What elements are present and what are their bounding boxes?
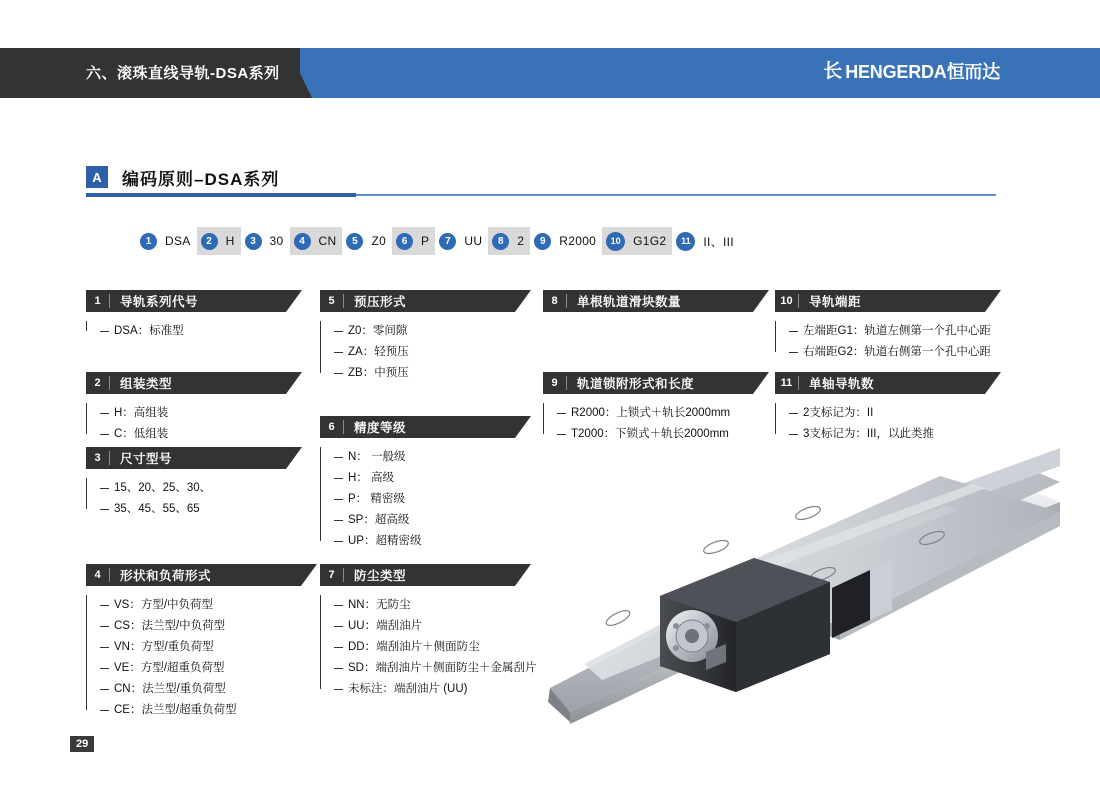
group-block-6	[320, 416, 515, 552]
group-header	[543, 372, 753, 394]
group-block-8	[543, 290, 753, 312]
section-badge: A	[86, 166, 108, 188]
group-header	[775, 372, 985, 394]
group-items	[320, 321, 515, 384]
group-header	[320, 290, 515, 312]
group-block-9	[543, 372, 753, 445]
group-item: VE：方型/超重负荷型	[100, 658, 301, 679]
code-value: Z0	[371, 234, 387, 248]
group-item: T2000：下锁式＋轨长2000mm	[557, 424, 753, 445]
group-items	[543, 403, 753, 445]
code-segment	[435, 227, 488, 255]
group-title: 尺寸型号	[120, 452, 173, 466]
code-value: CN	[318, 234, 337, 248]
part-number-bar	[136, 227, 740, 255]
code-segment	[392, 227, 435, 255]
group-items	[320, 595, 537, 700]
section-rule-secondary	[356, 194, 996, 196]
group-item: 左端距G1：轨道左侧第一个孔中心距	[789, 321, 985, 342]
group-item: ZA：轻预压	[334, 342, 515, 363]
code-index-badge: 7	[439, 233, 456, 250]
group-item: R2000：上锁式＋轨长2000mm	[557, 403, 753, 424]
brand-logo	[823, 62, 1000, 81]
group-item: N： 一般级	[334, 447, 515, 468]
code-value: 30	[269, 234, 284, 248]
page-number: 29	[70, 736, 94, 752]
group-items	[775, 403, 985, 445]
code-value: P	[421, 234, 430, 248]
code-index-badge: 3	[245, 233, 262, 250]
group-item: H：高组装	[100, 403, 286, 424]
code-segment	[530, 227, 602, 255]
group-header	[320, 416, 515, 438]
group-header	[86, 564, 301, 586]
group-number: 2	[86, 376, 110, 390]
code-segment	[197, 227, 241, 255]
code-value: 2	[517, 234, 525, 248]
group-block-3	[86, 447, 286, 520]
group-item: CN：法兰型/重负荷型	[100, 679, 301, 700]
group-header	[775, 290, 985, 312]
group-block-1	[86, 290, 286, 342]
group-title: 单轴导轨数	[809, 377, 875, 391]
group-items	[775, 321, 991, 363]
code-index-badge: 8	[492, 233, 509, 250]
group-items	[320, 447, 515, 552]
code-index-badge: 6	[396, 233, 413, 250]
group-item: 2支标记为：II	[789, 403, 985, 424]
code-index-badge: 11	[676, 232, 695, 251]
group-items	[86, 321, 286, 342]
group-title: 防尘类型	[354, 569, 407, 583]
group-item: NN：无防尘	[334, 595, 515, 616]
group-item: 15、20、25、30、	[100, 478, 286, 499]
group-block-5	[320, 290, 515, 384]
code-value: DSA	[165, 234, 191, 248]
group-item: C：低组装	[100, 424, 286, 445]
group-item: 右端距G2：轨道右侧第一个孔中心距	[789, 342, 985, 363]
code-value: H	[225, 234, 235, 248]
page-header	[0, 48, 1100, 98]
group-item: DD：端刮油片＋侧面防尘	[334, 637, 515, 658]
group-number: 5	[320, 294, 344, 308]
page-title: 六、滚珠直线导轨-DSA系列	[86, 65, 280, 82]
group-item: VS：方型/中负荷型	[100, 595, 301, 616]
group-title: 组装类型	[120, 377, 173, 391]
group-item: Z0：零间隙	[334, 321, 515, 342]
group-block-10	[775, 290, 991, 363]
code-index-badge: 9	[534, 233, 551, 250]
section-rule-primary	[86, 193, 356, 197]
group-header	[86, 447, 286, 469]
group-item: UP：超精密级	[334, 531, 515, 552]
logo-text: HENGERDA恒而达	[845, 61, 1000, 82]
group-header	[86, 372, 286, 394]
code-segment	[136, 227, 197, 255]
group-item: P： 精密级	[334, 489, 515, 510]
code-value: UU	[464, 234, 483, 248]
code-segment	[488, 227, 530, 255]
group-title: 精度等级	[354, 421, 407, 435]
group-number: 4	[86, 568, 110, 582]
group-item: ZB：中预压	[334, 363, 515, 384]
code-segment	[672, 227, 739, 255]
code-index-badge: 10	[606, 232, 625, 251]
group-title: 导轨端距	[809, 295, 862, 309]
group-item: SD：端刮油片＋侧面防尘＋金属刮片	[334, 658, 515, 679]
code-value: G1G2	[633, 234, 667, 248]
group-item: UU：端刮油片	[334, 616, 515, 637]
group-item: CE：法兰型/超重负荷型	[100, 700, 301, 721]
group-block-2	[86, 372, 286, 445]
group-title: 轨道锁附形式和长度	[577, 377, 695, 391]
group-title: 预压形式	[354, 295, 407, 309]
group-item: CS：法兰型/中负荷型	[100, 616, 301, 637]
group-title: 单根轨道滑块数量	[577, 295, 682, 309]
group-header	[543, 290, 753, 312]
group-title: 导轨系列代号	[120, 295, 199, 309]
section-title: 编码原则–DSA系列	[122, 170, 280, 189]
group-number: 10	[775, 294, 799, 308]
group-title: 形状和负荷形式	[120, 569, 212, 583]
logo-mark-icon: 长	[823, 60, 843, 82]
code-value: R2000	[559, 234, 597, 248]
group-item: 未标注：端刮油片 (UU)	[334, 679, 515, 700]
code-segment	[602, 227, 672, 255]
group-number: 6	[320, 420, 344, 434]
group-item: VN：方型/重负荷型	[100, 637, 301, 658]
group-item: SP：超高级	[334, 510, 515, 531]
code-segment	[290, 227, 343, 255]
group-number: 1	[86, 294, 110, 308]
code-index-badge: 5	[346, 233, 363, 250]
product-illustration	[540, 440, 1060, 740]
group-items	[86, 478, 286, 520]
code-segment	[342, 227, 392, 255]
group-item: H： 高级	[334, 468, 515, 489]
group-item: DSA：标准型	[100, 321, 286, 342]
group-header	[320, 564, 515, 586]
code-index-badge: 1	[140, 233, 157, 250]
group-block-4	[86, 564, 301, 721]
code-segment	[241, 227, 290, 255]
group-items	[86, 403, 286, 445]
group-item: 35、45、55、65	[100, 499, 286, 520]
group-number: 9	[543, 376, 567, 390]
group-block-11	[775, 372, 985, 445]
group-number: 7	[320, 568, 344, 582]
code-index-badge: 4	[294, 233, 311, 250]
group-number: 3	[86, 451, 110, 465]
group-block-7	[320, 564, 537, 700]
code-index-badge: 2	[201, 233, 218, 250]
group-item: 3支标记为：III，以此类推	[789, 424, 985, 445]
code-value: II、III	[703, 234, 734, 249]
group-items	[86, 595, 301, 721]
group-header	[86, 290, 286, 312]
group-number: 11	[775, 376, 799, 390]
group-number: 8	[543, 294, 567, 308]
